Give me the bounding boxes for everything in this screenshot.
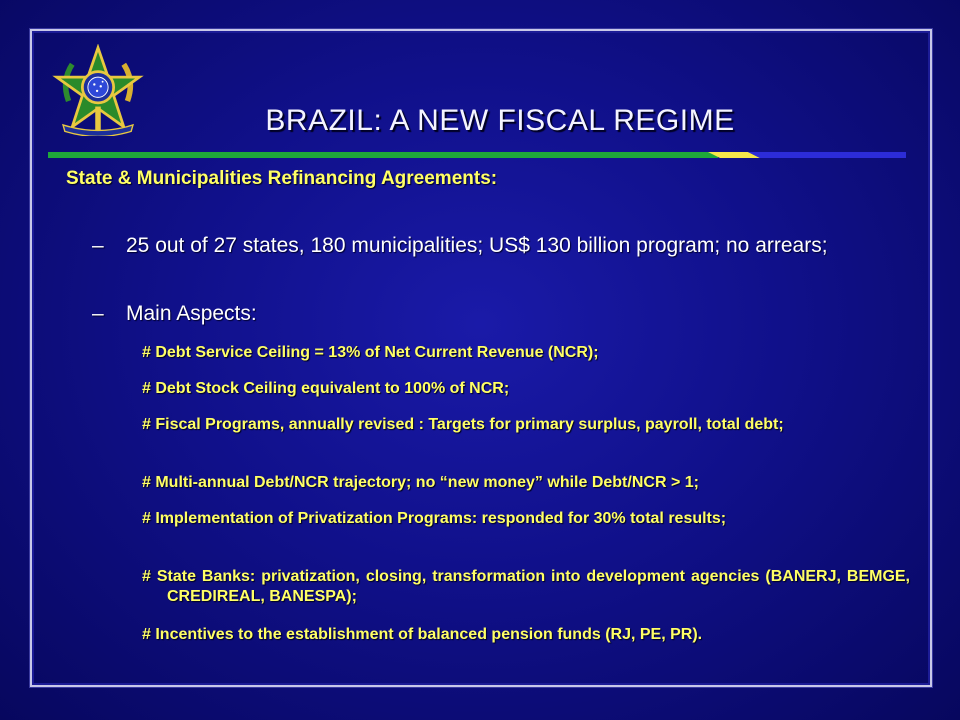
list-item: # Multi-annual Debt/NCR trajectory; no “new money” while Debt/NCR > 1;: [142, 474, 699, 491]
slide-title: BRAZIL: A NEW FISCAL REGIME: [265, 104, 735, 137]
list-item: # Incentives to the establishment of balanced pension funds (RJ, PE, PR).: [142, 626, 703, 643]
bullet-main-aspects: [92, 300, 912, 327]
bullet-text: 25 out of 27 states, 180 municipalities; US$ 130 billion program; no arrears;: [126, 234, 828, 257]
list-item: # Fiscal Programs, annually revised : Targets for primary surplus, payroll, total debt;: [142, 416, 784, 433]
main-aspects-list: [142, 343, 910, 661]
bullet-marker: –: [92, 234, 104, 257]
flag-color-bar: [48, 152, 906, 158]
list-item: # Debt Stock Ceiling equivalent to 100% of NCR;: [142, 380, 510, 397]
list-item: # State Banks: privatization, closing, transformation into development agencies (BANERJ, BEMGE, CREDIREAL, BANESPA);: [142, 568, 910, 605]
slide-subtitle: State & Municipalities Refinancing Agreements:: [66, 168, 498, 189]
bullet-marker: –: [92, 302, 104, 325]
bullet-text: Main Aspects:: [126, 302, 257, 325]
list-item: # Implementation of Privatization Programs: responded for 30% total results;: [142, 510, 727, 527]
bullet-states-summary: [92, 232, 912, 259]
list-item: # Debt Service Ceiling = 13% of Net Current Revenue (NCR);: [142, 344, 599, 361]
